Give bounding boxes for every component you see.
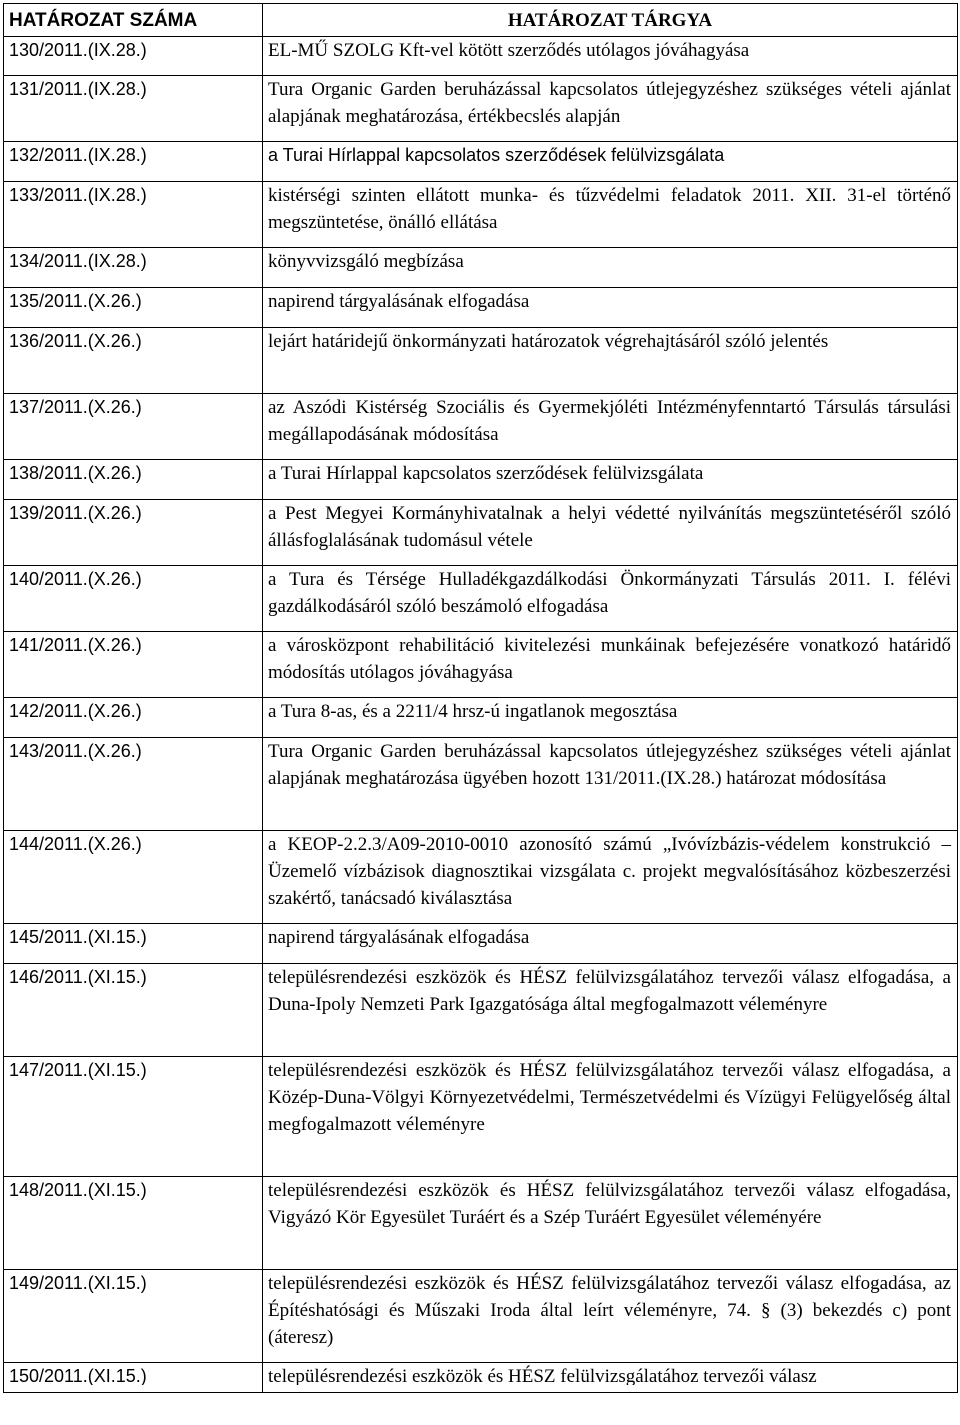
resolution-subject: településrendezési eszközök és HÉSZ felülvizsgálatához tervezői válasz elfogadása, Vigyázó Kör Egyesület Turáért és a Szép Turáért Egyesület véleményére	[263, 1177, 958, 1270]
resolution-subject: Tura Organic Garden beruházással kapcsolatos útlejegyzéshez szükséges vételi ajánlat alapjának meghatározása ügyében hozott 131/2011.(IX.28.) határozat módosítása	[263, 738, 958, 831]
resolution-number: 137/2011.(X.26.)	[4, 394, 263, 460]
table-row	[4, 964, 958, 1057]
resolution-subject-text: településrendezési eszközök és HÉSZ felülvizsgálatához tervezői válasz	[268, 1366, 817, 1385]
table-row	[4, 738, 958, 831]
resolution-subject: a Tura és Térsége Hulladékgazdálkodási Önkormányzati Társulás 2011. I. félévi gazdálkodásáról szóló beszámoló elfogadása	[263, 566, 958, 632]
resolution-subject: településrendezési eszközök és HÉSZ felülvizsgálatához tervezői válasz elfogadása, a Duna-Ipoly Nemzeti Park Igazgatósága által megfogalmazott véleményre	[263, 964, 958, 1057]
resolution-subject: a városközpont rehabilitáció kivitelezési munkáinak befejezésére vonatkozó határidő módosítás utólagos jóváhagyása	[263, 632, 958, 698]
resolution-number: 131/2011.(IX.28.)	[4, 76, 263, 142]
resolution-subject: a Turai Hírlappal kapcsolatos szerződések felülvizsgálata	[263, 460, 958, 500]
table-row	[4, 1363, 958, 1393]
resolution-subject: a Turai Hírlappal kapcsolatos szerződések felülvizsgálata	[263, 142, 958, 182]
table-row	[4, 76, 958, 142]
resolution-number: 133/2011.(IX.28.)	[4, 182, 263, 248]
resolution-subject: településrendezési eszközök és HÉSZ felülvizsgálatához tervezői válasz elfogadása, az Építéshatósági és Műszaki Iroda által leírt véleményre, 74. § (3) bekezdés c) pont (áteresz)	[263, 1270, 958, 1363]
table-row	[4, 566, 958, 632]
table-row	[4, 460, 958, 500]
resolution-subject: a Tura 8-as, és a 2211/4 hrsz-ú ingatlanok megosztása	[263, 698, 958, 738]
resolution-number: 139/2011.(X.26.)	[4, 500, 263, 566]
table-row	[4, 37, 958, 76]
resolution-number: 138/2011.(X.26.)	[4, 460, 263, 500]
resolution-number: 135/2011.(X.26.)	[4, 288, 263, 328]
table-row	[4, 142, 958, 182]
resolution-number: 141/2011.(X.26.)	[4, 632, 263, 698]
resolution-number: 134/2011.(IX.28.)	[4, 248, 263, 288]
table-row	[4, 1177, 958, 1270]
table-row	[4, 288, 958, 328]
table-row	[4, 182, 958, 248]
table-row	[4, 632, 958, 698]
resolution-subject: napirend tárgyalásának elfogadása	[263, 924, 958, 964]
resolution-subject: lejárt határidejű önkormányzati határozatok végrehajtásáról szóló jelentés	[263, 328, 958, 394]
table-row	[4, 1270, 958, 1363]
resolutions-table	[3, 3, 958, 1393]
resolution-number: 145/2011.(XI.15.)	[4, 924, 263, 964]
resolution-number: 130/2011.(IX.28.)	[4, 37, 263, 76]
table-row	[4, 500, 958, 566]
resolution-number	[4, 1363, 263, 1393]
resolution-number: 132/2011.(IX.28.)	[4, 142, 263, 182]
resolution-subject: napirend tárgyalásának elfogadása	[263, 288, 958, 328]
column-header-subject: HATÁROZAT TÁRGYA	[263, 4, 958, 37]
table-row	[4, 328, 958, 394]
resolution-number: 146/2011.(XI.15.)	[4, 964, 263, 1057]
table-row	[4, 1057, 958, 1177]
resolution-subject: a KEOP-2.2.3/A09-2010-0010 azonosító számú „Ivóvízbázis-védelem konstrukció – Üzemelő vízbázisok diagnosztikai vizsgálata c. projekt megvalósításához közbeszerzési szakértő, tanácsadó kiválasztása	[263, 831, 958, 924]
column-header-number: HATÁROZAT SZÁMA	[4, 4, 263, 37]
resolution-number: 143/2011.(X.26.)	[4, 738, 263, 831]
table-row	[4, 394, 958, 460]
resolution-number: 142/2011.(X.26.)	[4, 698, 263, 738]
resolution-number: 140/2011.(X.26.)	[4, 566, 263, 632]
resolution-subject: a Pest Megyei Kormányhivatalnak a helyi védetté nyilvánítás megszüntetéséről szóló állásfoglalásának tudomásul vétele	[263, 500, 958, 566]
table-row	[4, 248, 958, 288]
resolution-number: 136/2011.(X.26.)	[4, 328, 263, 394]
resolution-subject	[263, 1363, 958, 1393]
resolution-number: 149/2011.(XI.15.)	[4, 1270, 263, 1363]
resolution-number-text: 150/2011.(XI.15.)	[9, 1366, 147, 1385]
table-row	[4, 698, 958, 738]
resolution-number: 148/2011.(XI.15.)	[4, 1177, 263, 1270]
resolution-number: 144/2011.(X.26.)	[4, 831, 263, 924]
resolution-subject: könyvvizsgáló megbízása	[263, 248, 958, 288]
resolution-subject: kistérségi szinten ellátott munka- és tűzvédelmi feladatok 2011. XII. 31-el történő megszüntetése, önálló ellátása	[263, 182, 958, 248]
resolution-subject: Tura Organic Garden beruházással kapcsolatos útlejegyzéshez szükséges vételi ajánlat alapjának meghatározása, értékbecslés alapján	[263, 76, 958, 142]
resolution-subject: településrendezési eszközök és HÉSZ felülvizsgálatához tervezői válasz elfogadása, a Közép-Duna-Völgyi Környezetvédelmi, Természetvédelmi és Vízügyi Felügyelőség által megfogalmazott véleményre	[263, 1057, 958, 1177]
resolution-subject: EL-MŰ SZOLG Kft-vel kötött szerződés utólagos jóváhagyása	[263, 37, 958, 76]
resolution-subject: az Aszódi Kistérség Szociális és Gyermekjóléti Intézményfenntartó Társulás társulási megállapodásának módosítása	[263, 394, 958, 460]
table-row	[4, 831, 958, 924]
resolution-number: 147/2011.(XI.15.)	[4, 1057, 263, 1177]
table-row	[4, 924, 958, 964]
table-header-row	[4, 4, 958, 37]
